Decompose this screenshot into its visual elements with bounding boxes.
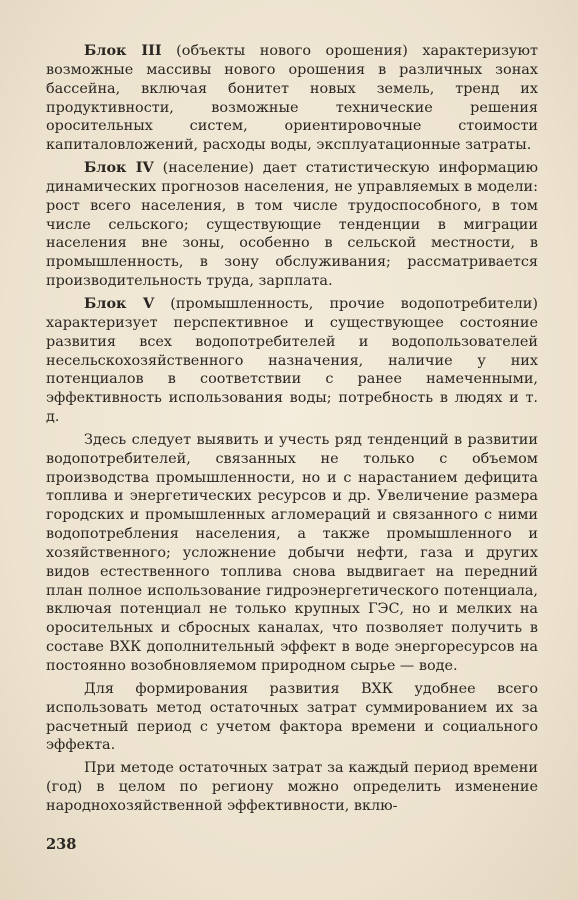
paragraph-trends: [46, 431, 538, 676]
paragraph-lead: Блок V: [84, 294, 155, 312]
paragraph-text: (население) дает статистическую информацию динамических прогнозов населения, не управляемых в модели: рост всего населения, в том числе трудоспособного, в том числе сельского; существующие тенденции в миграции населения вне зоны, особенно в сельской местности, в промышленность, в зону обслуживания; рассматривается производительность труда, зарплата.: [46, 160, 538, 290]
paragraph-text: (промышленность, прочие водопотребители) характеризует перспективное и существующее состояние развития всех водопотребителей и водопользователей несельскохозяйственного назначения, наличие у них потенциалов в соответствии с ранее намеченными, эффективность использования воды; потребность в людях и т. д.: [46, 295, 538, 426]
paragraph-text: (объекты нового орошения) характеризуют возможные массивы нового орошения в различных зонах бассейна, включая бонитет новых земель, тренд их продуктивности, возможные технические решения оросительных систем, ориентировочные стоимости капиталовложений, расходы воды, эксплуатационные затраты.: [46, 43, 538, 154]
paragraph-block-5: [46, 295, 538, 427]
paragraph-text: Здесь следует выявить и учесть ряд тенденций в развитии водопотребителей, связанных не только с объемом производства промышленности, но и с нарастанием дефицита топлива и энергетических ресурсов и др. Увеличение размера городских и промышленных агломераций и связанного с ними водопотребления населения, а также промышленного и хозяйственного; усложнение добычи нефти, газа и других видов естественного топлива снова выдвигает на передний план полное использование гидроэнергетического потенциала, включая потенциал не только крупных ГЭС, но и мелких на оросительных и сбросных каналах, что позволяет получить в составе ВХК дополнительный эффект в воде энергоресурсов на постоянно возобновляемом природном сырье — воде.: [46, 431, 538, 674]
paragraph-lead: Блок III: [84, 42, 162, 59]
paragraph-lead: Блок IV: [84, 159, 154, 177]
paragraph-block-4: [46, 159, 538, 291]
page-body: [46, 42, 538, 816]
paragraph-method: [46, 680, 538, 755]
paragraph-text: Для формирования развития ВХК удобнее всего использовать метод остаточных затрат суммированием их за расчетный период с учетом фактора времени и социального эффекта.: [46, 680, 538, 754]
paragraph-block-3: [46, 42, 538, 155]
paragraph-text: При методе остаточных затрат за каждый период времени (год) в целом по региону можно определить изменение народнохозяйственной эффективности, вклю-: [46, 760, 538, 814]
paragraph-residual-costs: [46, 759, 538, 816]
page-number: 238: [46, 836, 77, 853]
